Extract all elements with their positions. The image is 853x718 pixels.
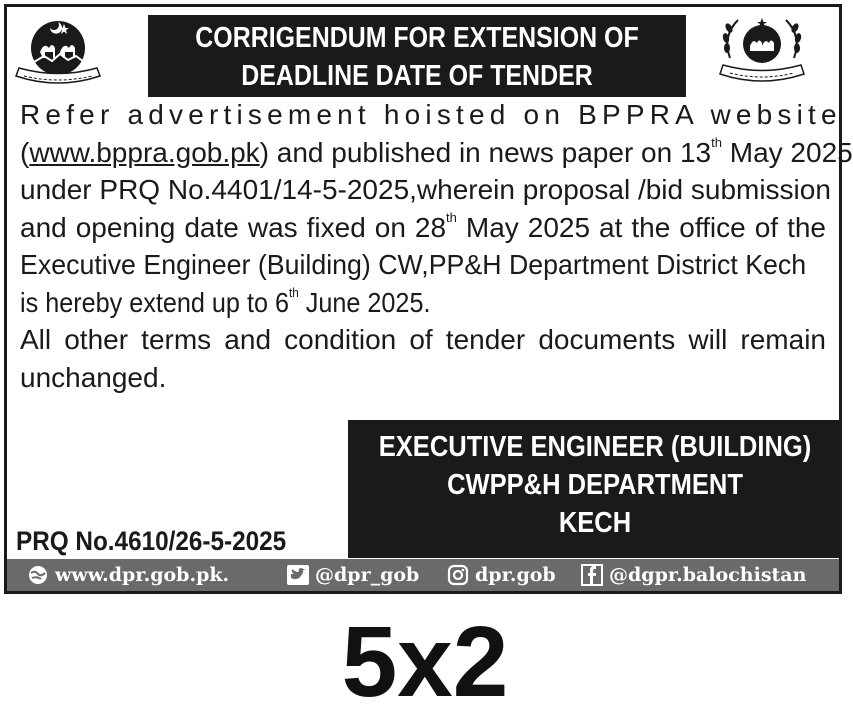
- twitter-icon: [287, 564, 309, 586]
- bppra-website-link[interactable]: www.bppra.gob.pk: [29, 136, 260, 168]
- footer-twitter[interactable]: @dpr_gob: [287, 562, 419, 588]
- title-line-1: CORRIGENDUM FOR EXTENSION OF: [195, 22, 639, 54]
- signature-line-1: EXECUTIVE ENGINEER (BUILDING): [378, 431, 812, 463]
- body-line-5: Executive Engineer (Building) CW,PP&H Department District Kech: [20, 249, 807, 280]
- body-line-3: under PRQ No.4401/14-5-2025,wherein proposal /bid submission: [20, 174, 831, 205]
- government-emblem-logo: [12, 14, 104, 88]
- globe-icon: [27, 564, 49, 586]
- facebook-icon: [581, 564, 603, 586]
- body-line-6: is hereby extend up to 6th June 2025.: [20, 284, 431, 318]
- signature-banner: [348, 420, 842, 558]
- prq-number: PRQ No.4610/26-5-2025: [16, 526, 287, 556]
- body-line-2: (www.bppra.gob.pk) and published in news paper on 13th May 2025: [20, 134, 853, 168]
- footer-website[interactable]: www.dpr.gob.pk.: [27, 562, 229, 588]
- paren-open: (: [20, 136, 30, 168]
- footer-facebook[interactable]: @dgpr.balochistan: [581, 562, 806, 588]
- signature-line-2: CWPP&H DEPARTMENT: [447, 469, 743, 501]
- footer-instagram[interactable]: dpr.gob: [447, 562, 556, 588]
- dgpr-emblem-logo: [716, 14, 808, 88]
- body-line-7: All other terms and condition of tender documents will remain: [20, 324, 826, 355]
- body-line-1: Refer advertisement hoisted on BPPRA website: [20, 99, 842, 130]
- corrigendum-title-banner: [148, 15, 686, 97]
- notice-body: [20, 96, 853, 396]
- body-line-8: unchanged.: [20, 361, 167, 393]
- instagram-icon: [447, 564, 469, 586]
- body-line-4: and opening date was fixed on 28th May 2025 at the office of the: [20, 209, 826, 243]
- title-line-2: DEADLINE DATE OF TENDER: [241, 60, 593, 92]
- footer-bar: [7, 559, 839, 591]
- ad-size-label: 5x2: [341, 606, 509, 718]
- signature-line-3: KECH: [558, 507, 632, 539]
